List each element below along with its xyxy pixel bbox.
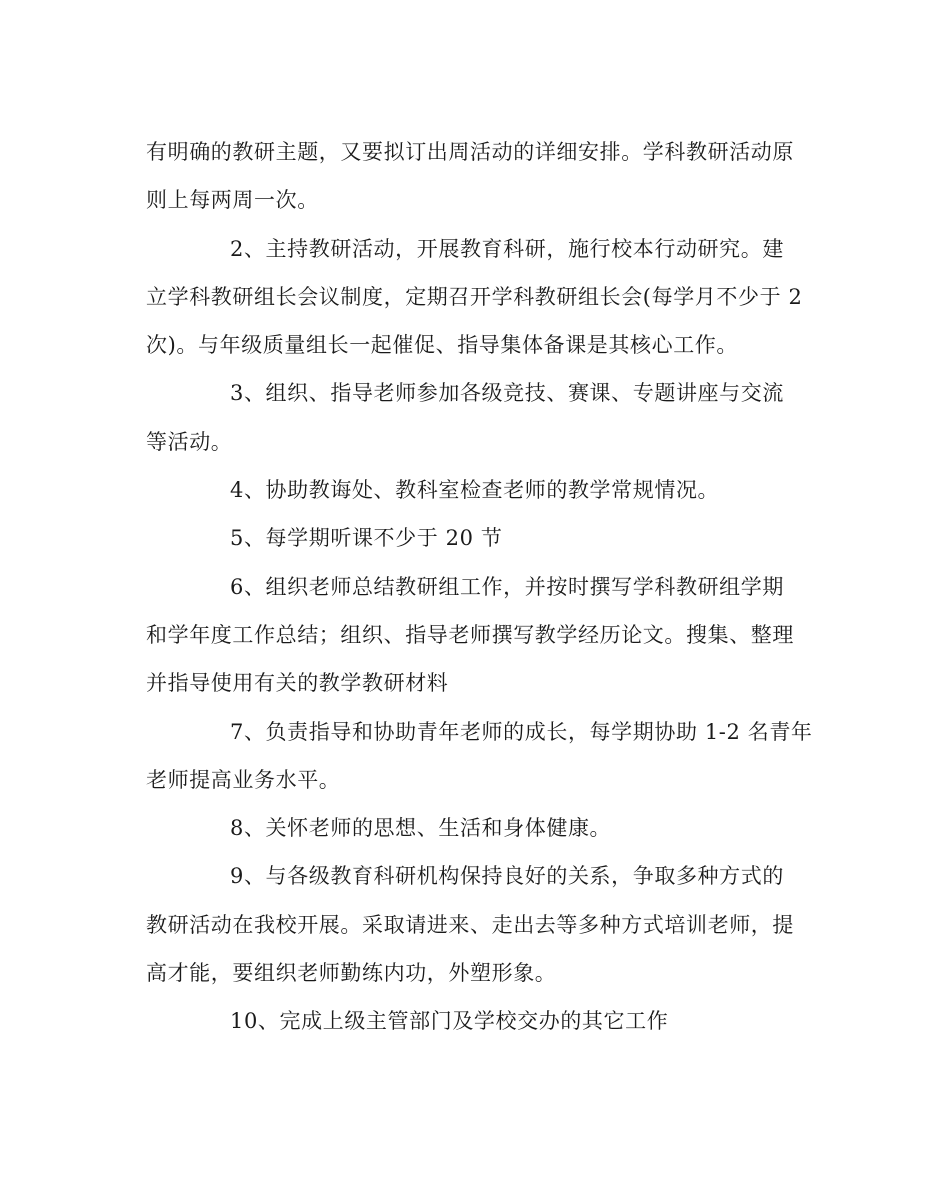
text-line: 2、主持教研活动，开展教育科研，施行校本行动研究。建 bbox=[230, 236, 784, 261]
text-line: 5、每学期听课不少于 20 节 bbox=[230, 526, 503, 551]
text-line: 9、与各级教育科研机构保持良好的关系，争取多种方式的 bbox=[230, 864, 784, 889]
text-line: 等活动。 bbox=[146, 429, 233, 454]
document-body bbox=[146, 128, 813, 1046]
text-line: 教研活动在我校开展。采取请进来、走出去等多种方式培训老师，提 bbox=[146, 912, 794, 937]
text-line: 7、负责指导和协助青年老师的成长，每学期协助 1-2 名青年 bbox=[230, 719, 813, 744]
text-line: 则上每两周一次。 bbox=[146, 188, 319, 213]
text-line: 次)。与年级质量组长一起催促、指导集体备课是其核心工作。 bbox=[146, 333, 738, 358]
text-line: 和学年度工作总结；组织、指导老师撰写教学经历论文。搜集、整理 bbox=[146, 622, 794, 647]
text-line: 8、关怀老师的思想、生活和身体健康。 bbox=[230, 816, 612, 841]
text-line: 高才能，要组织老师勤练内功，外塑形象。 bbox=[146, 961, 557, 986]
text-line: 6、组织老师总结教研组工作，并按时撰写学科教研组学期 bbox=[230, 574, 784, 599]
text-line: 4、协助教诲处、教科室检查老师的教学常规情况。 bbox=[230, 478, 720, 503]
text-line: 10、完成上级主管部门及学校交办的其它工作 bbox=[230, 1009, 669, 1034]
text-line: 有明确的教研主题，又要拟订出周活动的详细安排。学科教研活动原 bbox=[146, 140, 794, 164]
text-line: 3、组织、指导老师参加各级竞技、赛课、专题讲座与交流 bbox=[230, 381, 784, 406]
text-line: 立学科教研组长会议制度，定期召开学科教研组长会(每学月不少于 2 bbox=[146, 284, 803, 309]
text-line: 老师提高业务水平。 bbox=[146, 767, 341, 792]
text-line: 并指导使用有关的教学教研材料 bbox=[146, 671, 449, 696]
